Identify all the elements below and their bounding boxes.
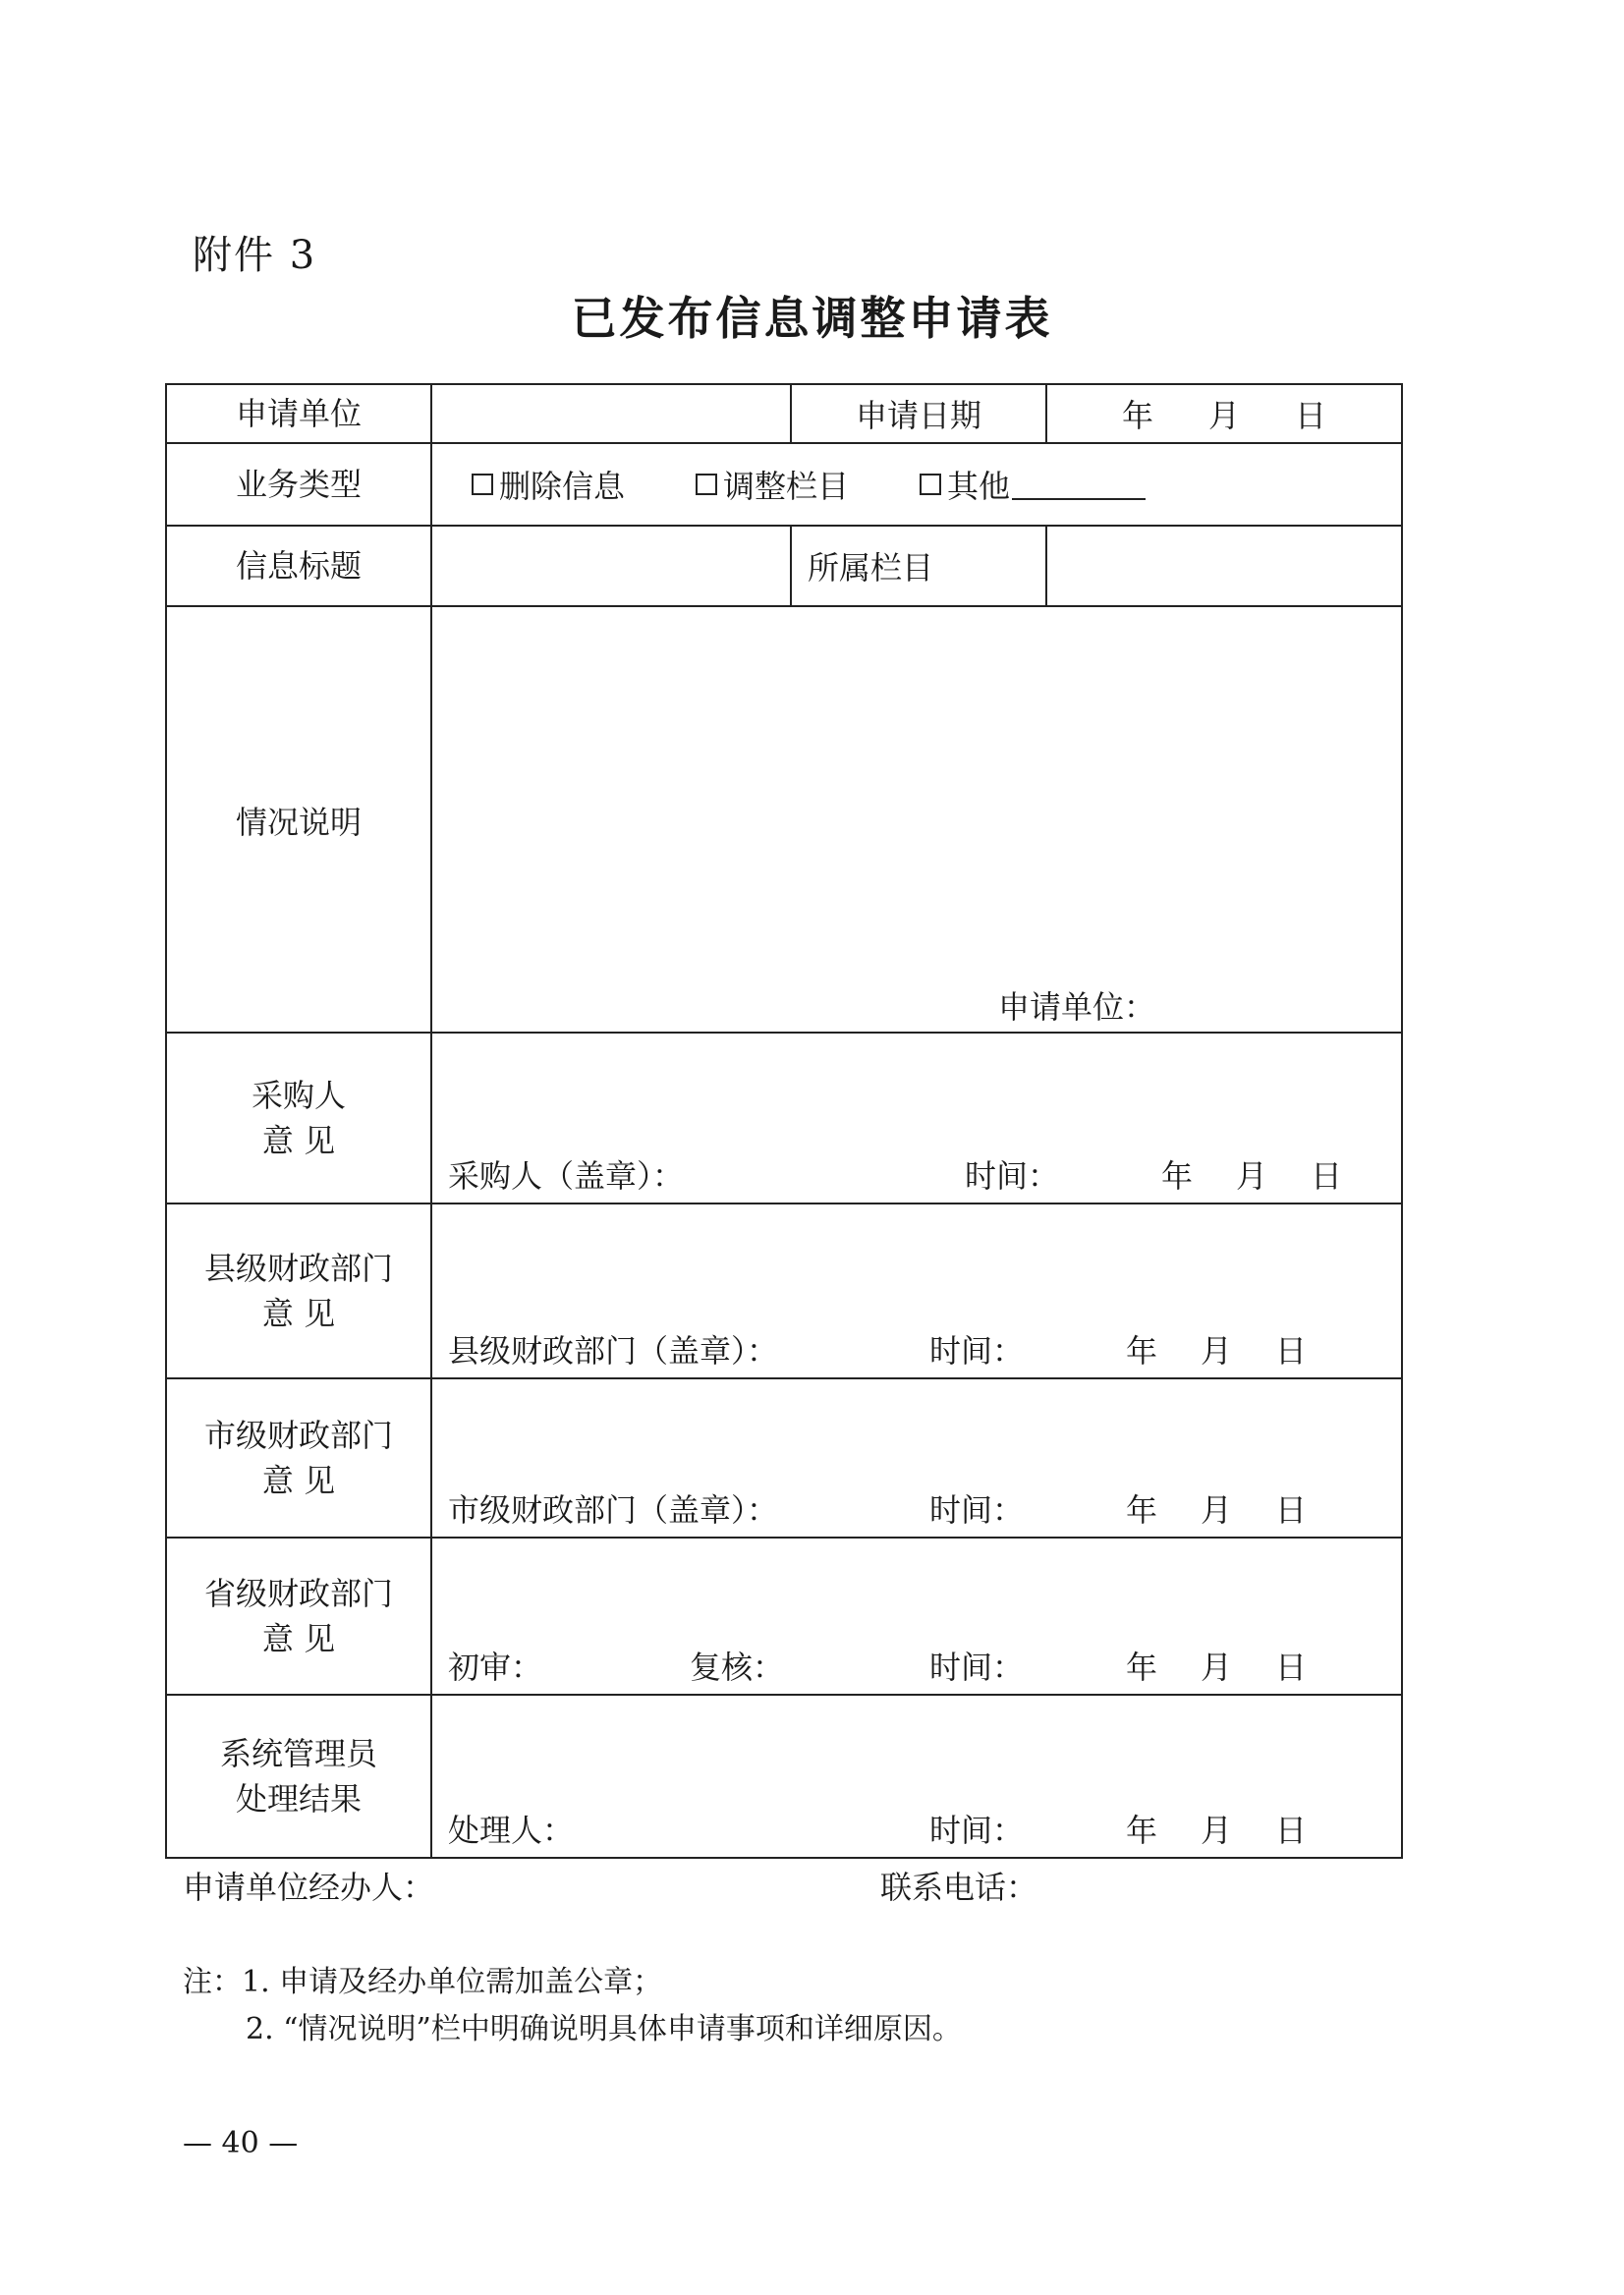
city-seal-label: 市级财政部门（盖章）： bbox=[448, 1491, 779, 1529]
year-label: 年 bbox=[1160, 1157, 1193, 1195]
day-label: 日 bbox=[1274, 1491, 1307, 1529]
admin-result-field[interactable] bbox=[432, 1696, 1401, 1857]
row-purchaser-opinion bbox=[167, 1034, 1401, 1204]
second-review-label: 复核： bbox=[690, 1649, 785, 1686]
time-label: 时间： bbox=[964, 1157, 1059, 1195]
date-parts bbox=[1083, 1326, 1385, 1371]
note-2: 2. “情况说明”栏中明确说明具体申请事项和详细原因。 bbox=[246, 2012, 962, 2046]
row-province-opinion bbox=[167, 1539, 1401, 1696]
county-sign-line bbox=[448, 1326, 1385, 1371]
form-title: 已发布信息调整申请表 bbox=[571, 292, 1053, 345]
city-sign-line bbox=[448, 1485, 1385, 1531]
province-opinion-field[interactable] bbox=[432, 1539, 1401, 1694]
info-title-label: 信息标题 bbox=[167, 527, 432, 605]
admin-label-line2: 处理结果 bbox=[235, 1780, 362, 1818]
handler-contact-label: 申请单位经办人： bbox=[183, 1869, 435, 1906]
time-label: 时间： bbox=[928, 1812, 1024, 1849]
admin-label-line1: 系统管理员 bbox=[219, 1735, 377, 1772]
month-label: 月 bbox=[1200, 1332, 1232, 1370]
day-label: 日 bbox=[1310, 1157, 1342, 1195]
row-applicant bbox=[167, 385, 1401, 444]
info-title-field[interactable] bbox=[432, 527, 792, 605]
year-label: 年 bbox=[1125, 1332, 1157, 1370]
county-opinion-label bbox=[167, 1204, 432, 1377]
apply-date-field[interactable] bbox=[1047, 385, 1401, 442]
note-1: 注：1. 申请及经办单位需加盖公章； bbox=[183, 1965, 663, 1999]
city-label-line1: 市级财政部门 bbox=[203, 1417, 393, 1454]
month-label: 月 bbox=[1207, 397, 1240, 434]
situation-label: 情况说明 bbox=[167, 607, 432, 1032]
time-label: 时间： bbox=[928, 1491, 1024, 1529]
county-label-line1: 县级财政部门 bbox=[203, 1250, 393, 1287]
year-label: 年 bbox=[1125, 1649, 1157, 1686]
apply-date-label: 申请日期 bbox=[792, 385, 1047, 442]
application-form-table bbox=[165, 383, 1403, 1859]
first-review-label: 初审： bbox=[448, 1649, 543, 1686]
purchaser-opinion-label bbox=[167, 1034, 432, 1203]
date-parts bbox=[1083, 1643, 1385, 1688]
city-label-line2: 意 见 bbox=[261, 1462, 336, 1499]
option-adjust-column[interactable] bbox=[696, 462, 849, 507]
month-label: 月 bbox=[1200, 1649, 1232, 1686]
month-label: 月 bbox=[1200, 1491, 1232, 1529]
applicant-unit-field[interactable] bbox=[432, 385, 792, 442]
year-label: 年 bbox=[1125, 1491, 1157, 1529]
row-city-opinion bbox=[167, 1379, 1401, 1539]
day-label: 日 bbox=[1274, 1649, 1307, 1686]
row-county-opinion bbox=[167, 1204, 1401, 1379]
row-business-type bbox=[167, 444, 1401, 527]
page-number: — 40 — bbox=[183, 2126, 299, 2160]
day-label: 日 bbox=[1274, 1332, 1307, 1370]
checkbox-icon[interactable] bbox=[696, 474, 717, 495]
option-delete-info-label: 删除信息 bbox=[499, 468, 626, 505]
row-situation bbox=[167, 607, 1401, 1034]
province-sign-line bbox=[448, 1643, 1385, 1688]
year-label: 年 bbox=[1121, 397, 1153, 434]
date-parts bbox=[1083, 1806, 1385, 1851]
business-type-label: 业务类型 bbox=[167, 444, 432, 525]
purchaser-seal-label: 采购人（盖章）： bbox=[448, 1157, 685, 1195]
month-label: 月 bbox=[1235, 1157, 1267, 1195]
admin-result-label bbox=[167, 1696, 432, 1857]
purchaser-label-line2: 意 见 bbox=[261, 1122, 336, 1159]
checkbox-icon[interactable] bbox=[472, 474, 493, 495]
column-label: 所属栏目 bbox=[792, 527, 1047, 605]
day-label: 日 bbox=[1274, 1812, 1307, 1849]
purchaser-opinion-field[interactable] bbox=[432, 1034, 1401, 1203]
business-type-options bbox=[432, 444, 1401, 525]
other-blank-line[interactable] bbox=[1012, 469, 1146, 500]
row-admin-result bbox=[167, 1696, 1401, 1857]
year-label: 年 bbox=[1125, 1812, 1157, 1849]
situation-field[interactable] bbox=[432, 607, 1401, 1032]
attachment-label: 附件 3 bbox=[193, 233, 317, 278]
purchaser-label-line1: 采购人 bbox=[251, 1077, 346, 1114]
phone-label: 联系电话： bbox=[880, 1869, 1038, 1906]
checkbox-icon[interactable] bbox=[920, 474, 941, 495]
county-seal-label: 县级财政部门（盖章）： bbox=[448, 1332, 779, 1370]
handler-label: 处理人： bbox=[448, 1812, 575, 1849]
applicant-unit-label: 申请单位 bbox=[167, 385, 432, 442]
column-field[interactable] bbox=[1047, 527, 1401, 605]
time-label: 时间： bbox=[928, 1649, 1024, 1686]
option-other[interactable] bbox=[920, 462, 1146, 507]
date-parts bbox=[1083, 1485, 1385, 1531]
province-label-line2: 意 见 bbox=[261, 1620, 336, 1657]
situation-sign-line bbox=[448, 982, 1385, 1028]
county-label-line2: 意 见 bbox=[261, 1295, 336, 1332]
month-label: 月 bbox=[1200, 1812, 1232, 1849]
option-other-label: 其他 bbox=[947, 468, 1011, 505]
option-adjust-column-label: 调整栏目 bbox=[723, 468, 850, 505]
admin-sign-line bbox=[448, 1806, 1385, 1851]
row-info-title bbox=[167, 527, 1401, 607]
province-opinion-label bbox=[167, 1539, 432, 1694]
date-parts bbox=[1118, 1151, 1385, 1197]
day-label: 日 bbox=[1295, 397, 1327, 434]
applicant-unit-sign: 申请单位： bbox=[998, 988, 1156, 1026]
city-opinion-field[interactable] bbox=[432, 1379, 1401, 1537]
option-delete-info[interactable] bbox=[472, 462, 625, 507]
county-opinion-field[interactable] bbox=[432, 1204, 1401, 1377]
footer-line bbox=[183, 1863, 1421, 1908]
city-opinion-label bbox=[167, 1379, 432, 1537]
purchaser-sign-line bbox=[448, 1151, 1385, 1197]
province-label-line1: 省级财政部门 bbox=[203, 1575, 393, 1612]
time-label: 时间： bbox=[928, 1332, 1024, 1370]
